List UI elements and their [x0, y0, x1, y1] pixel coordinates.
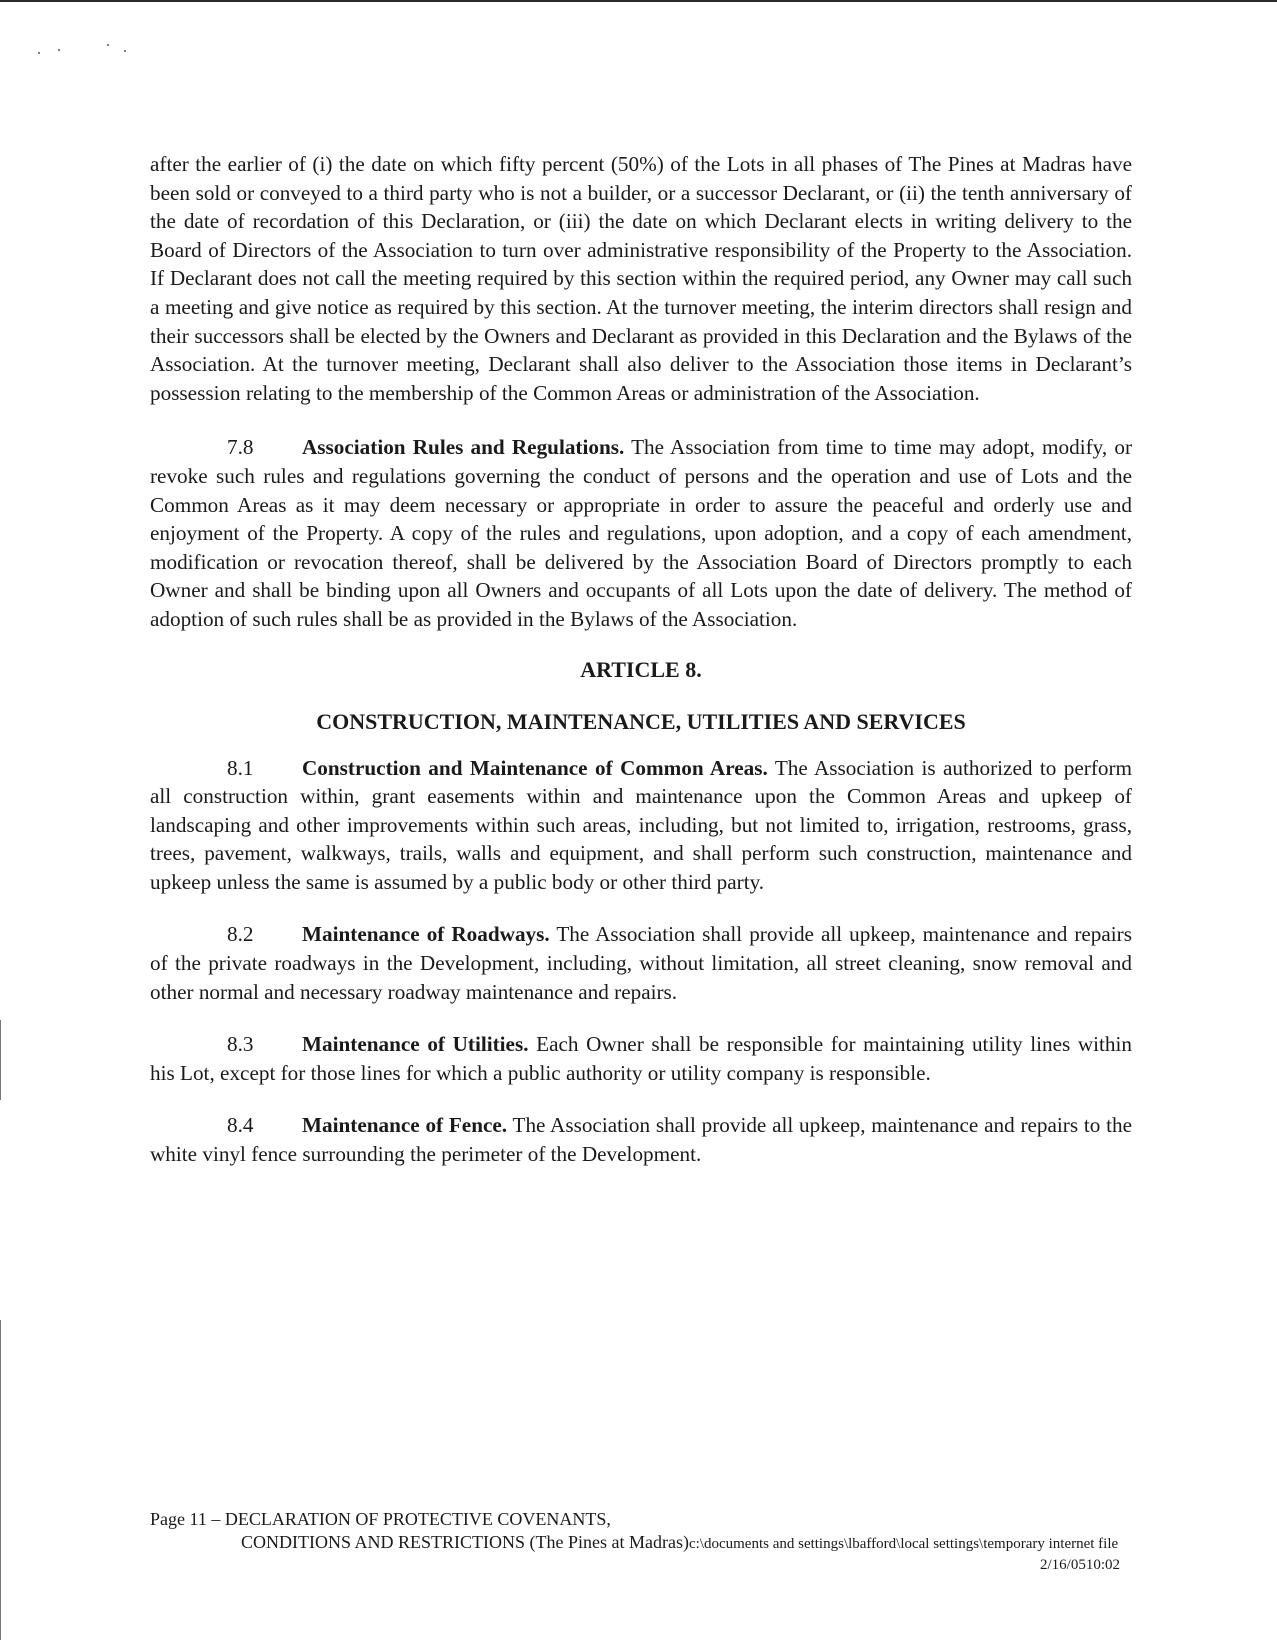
scan-edge-mark: [0, 1320, 1, 1640]
section-number: 8.1: [227, 755, 254, 780]
page-number: Page 11 –: [150, 1509, 221, 1529]
footer-date-stamp: 2/16/0510:02: [1040, 1557, 1121, 1573]
section-title: Maintenance of Fence.: [302, 1113, 508, 1138]
section-number: 8.4: [227, 1113, 254, 1138]
section-8-3: [150, 1030, 1132, 1087]
section-title: Maintenance of Utilities.: [302, 1032, 529, 1057]
section-title: Maintenance of Roadways.: [302, 922, 550, 947]
footer-line-1: [150, 1508, 1260, 1531]
section-text: The Association is authorized to perform all construction within, grant easements within and maintenance upon the Common Areas and upkeep of landscaping and other improvements within such areas, including, but not limited to, irrigation, restrooms, grass, trees, pavement, walkways, trails, walls and equipment, and shall perform such construction, maintenance and upkeep unless the same is assumed by a public body or other third party.: [150, 755, 1132, 894]
section-number: 8.2: [227, 922, 254, 947]
document-body: [150, 150, 1132, 1169]
section-text: Each Owner shall be responsible for maintaining utility lines within his Lot, except for those lines for which a public authority or utility company is responsible.: [150, 1032, 1133, 1085]
section-number: 7.8: [227, 435, 254, 460]
continuation-paragraph: after the earlier of (i) the date on which fifty percent (50%) of the Lots in all phases of The Pines at Madras have been sold or conveyed to a third party who is not a builder, or a successor Declarant, or (ii) the tenth anniversary of the date of recordation of this Declaration, or (iii) the date on which Declarant elects in writing delivery to the Board of Directors of the Association to turn over administrative responsibility of the Property to the Association. If Declarant does not call the meeting required by this section within the required period, any Owner may call such a meeting and give notice as required by this section. At the turnover meeting, the interim directors shall resign and their successors shall be elected by the Owners and Declarant as provided in this Declaration and the Bylaws of the Association. At the turnover meeting, Declarant shall also deliver to the Association those items in Declarant’s possession relating to the membership of the Common Areas or administration of the Association.: [150, 152, 1132, 405]
scan-speck: [38, 52, 40, 54]
section-title: Association Rules and Regulations.: [302, 435, 625, 460]
article-title: CONSTRUCTION, MAINTENANCE, UTILITIES AND SERVICES: [316, 708, 966, 734]
section-8-1: [150, 754, 1132, 897]
footer-title-line-1: DECLARATION OF PROTECTIVE COVENANTS,: [224, 1509, 611, 1529]
scan-speck: [124, 50, 126, 52]
scan-speck: [58, 49, 60, 51]
section-text: The Association shall provide all upkeep, maintenance and repairs of the private roadways in the Development, including, without limitation, all street cleaning, snow removal and other normal and necessary roadway maintenance and repairs.: [150, 922, 1132, 1004]
section-number: 8.3: [227, 1032, 254, 1057]
section-8-4: [150, 1111, 1132, 1168]
section-7-8: [150, 433, 1132, 633]
scan-edge-mark: [0, 1020, 1, 1100]
page-footer: [150, 1508, 1260, 1575]
scan-top-border: [0, 0, 1277, 2]
section-text: The Association shall provide all upkeep, maintenance and repairs to the white vinyl fence surrounding the perimeter of the Development.: [150, 1113, 1132, 1167]
footer-title-line-2: CONDITIONS AND RESTRICTIONS (The Pines at Madras): [241, 1532, 689, 1552]
section-8-2: [150, 920, 1132, 1006]
scan-speck: [107, 44, 109, 46]
article-heading: ARTICLE 8.: [580, 656, 702, 682]
footer-file-path: c:\documents and settings\lbafford\local settings\temporary internet file: [688, 1536, 1119, 1552]
section-text: The Association from time to time may adopt, modify, or revoke such rules and regulations governing the conduct of persons and the operation and use of Lots and the Common Areas as it may deem necessary or appropriate in order to assure the peaceful and orderly use and enjoyment of the Property. A copy of the rules and regulations, upon adoption, and a copy of each amendment, modification or revocation thereof, shall be delivered by the Association Board of Directors promptly to each Owner and shall be binding upon all Owners and occupants of all Lots upon the date of delivery. The method of adoption of such rules shall be as provided in the Bylaws of the Association.: [150, 435, 1132, 631]
footer-line-2: [150, 1531, 1260, 1556]
section-title: Construction and Maintenance of Common Areas.: [302, 755, 768, 780]
